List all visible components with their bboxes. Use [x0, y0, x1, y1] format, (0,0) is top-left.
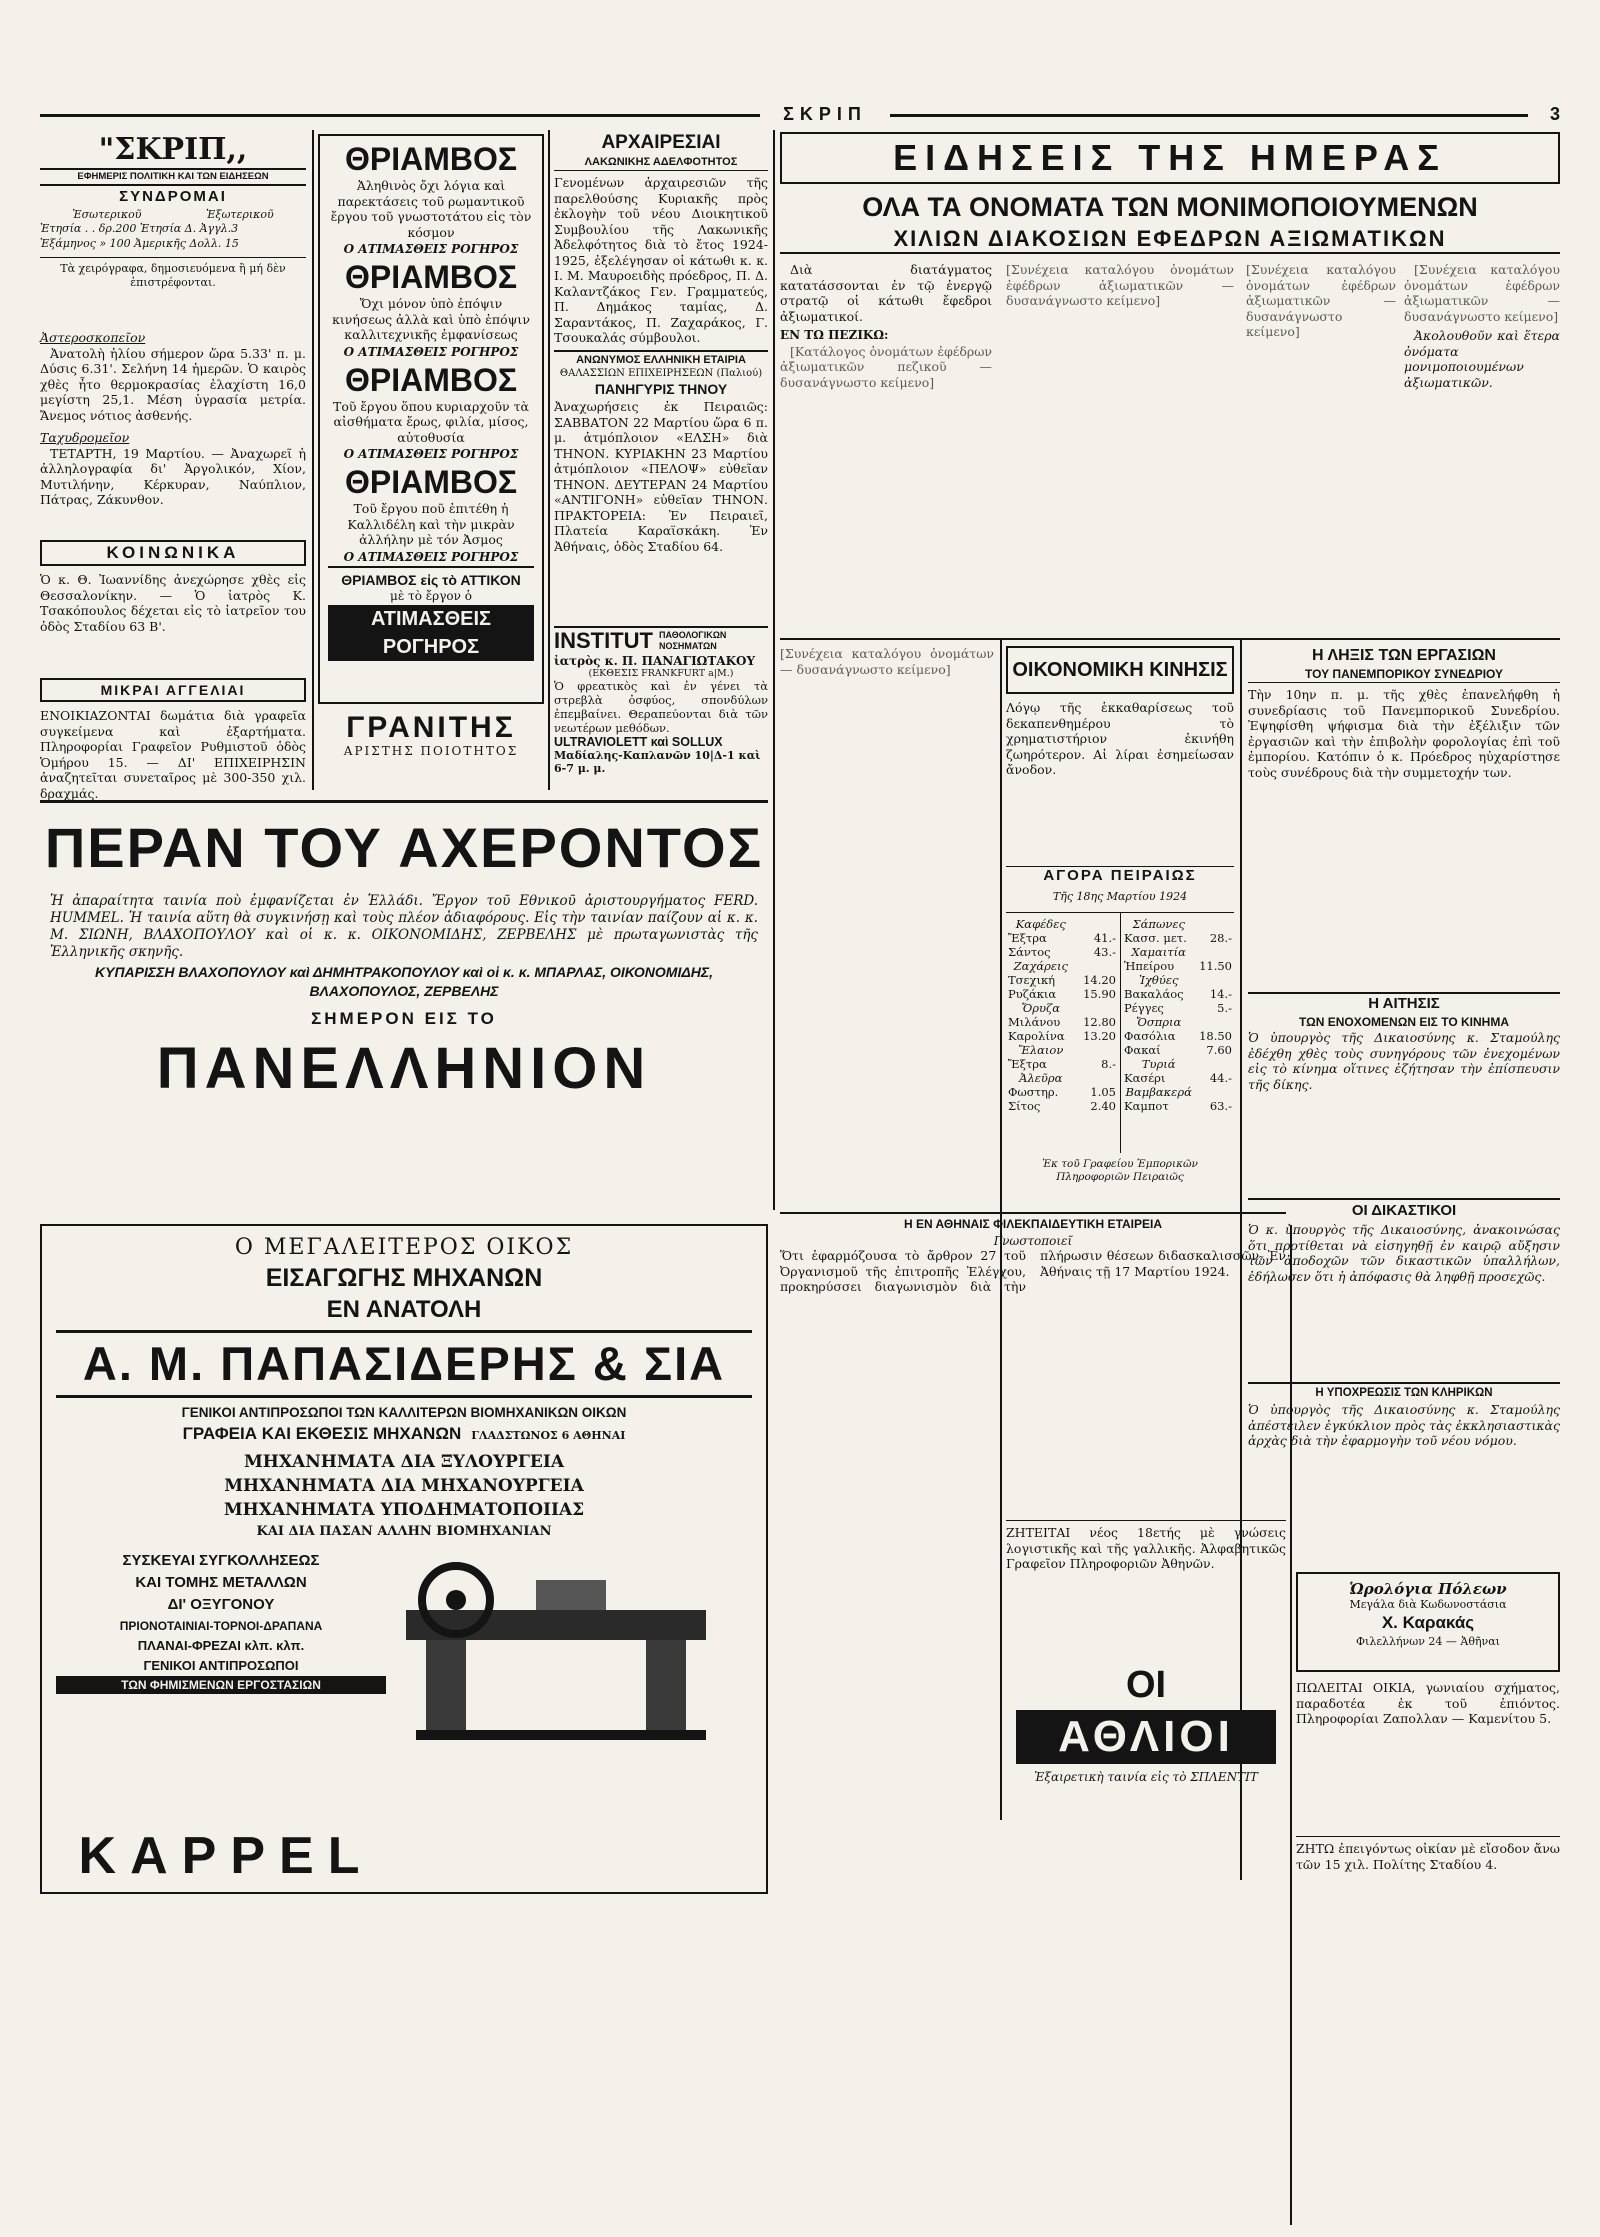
- market-price: [1195, 1015, 1234, 1029]
- market-price: 2.40: [1090, 1099, 1116, 1113]
- market-price: 11.50: [1199, 959, 1232, 973]
- machinery-advertisement: [40, 1224, 768, 1894]
- market-item: Βαμβακερά: [1125, 1085, 1192, 1099]
- machinery-item: ΓΕΝΙΚΟΙ ΑΝΤΙΠΡΟΣΩΠΟΙ: [143, 1658, 299, 1673]
- classifieds-body: ΕΝΟΙΚΙΑΖΟΝΤΑΙ δωμάτια διὰ γραφεῖα συγκείμενα καὶ ἐξαρτήματα. Πληροφορίαι Γραφεῖον Ρυθμιστοῦ ὁδὸς Ὁμήρου 15. — ΔΙ' ΕΠΙΧΕΙΡΗΣΙΝ ἀναζητεῖται συνεταῖρος μὲ 300-350 χιλ. δραχμάς.: [40, 708, 306, 801]
- news-banner: ΕΙΔΗΣΕΙΣ ΤΗΣ ΗΜΕΡΑΣ: [780, 132, 1560, 184]
- news-subheadline: ΧΙΛΙΩΝ ΔΙΑΚΟΣΙΩΝ ΕΦΕΔΡΩΝ ΑΞΙΩΜΑΤΙΚΩΝ: [780, 224, 1560, 254]
- triumph-title: ΘΡΙΑΜΒΟΣ: [344, 361, 518, 398]
- society-body: Ὅτι ἐφαρμόζουσα τὸ ἄρθρον 27 τοῦ Ὀργανισμοῦ τῆς ἐπιτροπῆς Ἐλέγχου, προκηρύσσει διαγωνισμὸν διὰ τὴν πλήρωσιν θέσεων διδασκαλισσῶν. Ἐν Ἀθήναις τῇ 17 Μαρτίου 1924.: [780, 1248, 1286, 1294]
- subscription-row: Ἑξάμηνος » 100 Ἀμερικῆς Δολλ. 15: [40, 237, 239, 250]
- market-price: [1076, 1043, 1118, 1057]
- market-item: Κασέρι: [1124, 1071, 1166, 1085]
- market-item: Καφέδες: [1015, 917, 1066, 931]
- market-price: 41.-: [1093, 931, 1116, 945]
- market-item: Σίτος: [1008, 1099, 1041, 1113]
- news-column: [780, 262, 992, 637]
- market-date: Τῆς 18ης Μαρτίου 1924: [1052, 890, 1188, 903]
- market-row: [1122, 987, 1234, 1001]
- market-row: [1122, 1085, 1234, 1099]
- clock-line1: Ὡρολόγια Πόλεων: [1349, 1580, 1507, 1598]
- society-heading: Η ΕΝ ΑΘΗΝΑΙΣ ΦΙΛΕΚΠΑΙΔΕΥΤΙΚΗ ΕΤΑΙΡΕΙΑ: [903, 1217, 1163, 1231]
- machinery-item: ΠΡΙΟΝΟΤΑΙΝΙΑΙ-ΤΟΡΝΟΙ-ΔΡΑΠΑΝΑ: [119, 1619, 323, 1633]
- machinery-item: ΚΑΙ ΤΟΜΗΣ ΜΕΤΑΛΛΩΝ: [135, 1574, 307, 1591]
- market-row: [1006, 987, 1118, 1001]
- market-row: [1006, 1085, 1118, 1099]
- theater-blurb: Ὄχι μόνον ὑπὸ ἐπόψιν κινήσεως ἀλλὰ καὶ ὑπὸ ἐπόψιν καλλιτεχνικῆς ἐμφανίσεως: [332, 296, 530, 342]
- cinema-line: ΘΡΙΑΜΒΟΣ εἰς τὸ ΑΤΤΙΚΟΝ: [328, 566, 534, 589]
- market-item: Ἀλεῦρα: [1019, 1071, 1063, 1085]
- post-body: ΤΕΤΑΡΤΗ, 19 Μαρτίου. — Ἀναχωρεῖ ἡ ἀλληλογραφία δι' Ἀργολικόν, Χίον, Μυτιλήνην, Κέρκυραν, Ναύπλιον, Πάτρας, Ζάκυνθον.: [40, 445, 306, 507]
- theater-footer: ΑΤΙΜΑΣΘΕΙΣ ΡΟΓΗΡΟΣ: [328, 605, 534, 661]
- column-rule: [312, 130, 314, 790]
- clock-advertisement: [1296, 1572, 1560, 1672]
- elections-subheading: ΛΑΚΩΝΙΚΗΣ ΑΔΕΛΦΟΤΗΤΟΣ: [554, 154, 768, 171]
- market-item: Ὄσπρια: [1136, 1015, 1182, 1029]
- clergy-heading: Η ΥΠΟΧΡΕΩΣΙΣ ΤΩΝ ΚΛΗΡΙΚΩΝ: [1315, 1387, 1493, 1399]
- subscription-row: Ἐτησία . . δρ.200 Ἐτησία Δ. Ἀγγλ.3: [40, 222, 239, 235]
- clock-line2: Μεγάλα διὰ Κωδωνοστάσια: [1349, 1598, 1507, 1611]
- machinery-address: ΓΛΑΔΣΤΩΝΟΣ 6 ΑΘΗΝΑΙ: [471, 1429, 626, 1442]
- machinery-offices: ΓΡΑΦΕΙΑ ΚΑΙ ΕΚΘΕΣΙΣ ΜΗΧΑΝΩΝ: [182, 1424, 462, 1443]
- elections-body: Γενομένων ἀρχαιρεσιῶν τῆς παρελθούσης Κυριακῆς πρὸς ἐκλογὴν τοῦ νέου Διοικητικοῦ Συμβουλίου τῆς Λακωνικῆς Ἀδελφότητος διὰ τὸ ἔτος 1924-1925, ἐξελέγησαν οἱ κάτωθι κ. κ. Ι. Μ. Μαυροειδὴς πρόεδρος, Π. Δ. Καλαντζάκος Γεν. Γραμματεύς, Π. Δημάκος ταμίας, Δ. Σαραντάκος, Π. Ζαχαράκος, Γ. Τσουκαλάς σύμβουλοι.: [554, 175, 768, 345]
- foreign-label: Ἐξωτερικοῦ: [206, 208, 274, 221]
- judges-body: Ὁ κ. ὑπουργὸς τῆς Δικαιοσύνης, ἀνακοινώσας ὅτι προτίθεται νὰ εἰσηγηθῇ ἐν καιρῷ αὔξησιν τῶν ἀποδοχῶν τῶν δικαστικῶν ὑπαλλήλων, ἐδήλωσεν ὅτι ἡ ἀπόφασις θὰ ληφθῇ προσεχῶς.: [1248, 1222, 1560, 1284]
- classifieds-heading: ΜΙΚΡΑΙ ΑΓΓΕΛΙΑΙ: [40, 678, 306, 702]
- market-row: [1006, 1057, 1118, 1071]
- market-row: [1006, 1029, 1118, 1043]
- shipping-body: Ἀναχωρήσεις ἐκ Πειραιῶς: ΣΑΒΒΑΤΟΝ 22 Μαρτίου ὥρα 6 π. μ. ἀτμόπλοιον «ΕΛΣΗ» διὰ ΤΗΝΟΝ. ΚΥΡΙΑΚΗΝ 23 Μαρτίου ἀτμόπλοιον «ΠΕΛΟΨ» εὐθεῖαν ΤΗΝΟΝ. ΔΕΥΤΕΡΑΝ 24 Μαρτίου «ΑΝΤΙΓΟΝΗ» εὐθεῖαν ΤΗΝΟΝ. ΠΡΑΚΤΟΡΕΙΑ: Ἐν Πειραιεῖ, Πλατεία Καραϊσκάκη. Ἐν Ἀθήναις, ὁδὸς Σταδίου 64.: [554, 399, 768, 554]
- market-row: [1122, 1029, 1234, 1043]
- market-price: 14.-: [1209, 987, 1232, 1001]
- post-article: [40, 430, 306, 535]
- market-price: 63.-: [1209, 1099, 1232, 1113]
- machinery-company: Α. Μ. ΠΑΠΑΣΙΔΕΡΗΣ & ΣΙΑ: [56, 1330, 752, 1398]
- market-price: 1.05: [1090, 1085, 1116, 1099]
- news-column-text: [Συνέχεια καταλόγου ὀνομάτων ἐφέδρων ἀξιωματικῶν — δυσανάγνωστο κείμενο]: [1006, 262, 1234, 308]
- infantry-label: ΕΝ ΤΩ ΠΕΖΙΚΩ:: [780, 328, 889, 342]
- machinery-brand: KAPPEL: [78, 1827, 374, 1885]
- weather-body: Ἀνατολὴ ἡλίου σήμερον ὥρα 5.33' π. μ. Δύσις 6.31'. Σελήνη 14 ἡμερῶν. Ὁ καιρὸς χθὲς ἦτο θερμοκρασίας ἐλαχίστη 16,0 μεγίστη 25,1. Μέση ὑγρασία μετρία. Ἄνεμος νότιος ἀσθενής.: [40, 345, 306, 423]
- machinery-item: ΣΥΣΚΕΥΑΙ ΣΥΓΚΟΛΛΗΣΕΩΣ: [122, 1552, 320, 1569]
- play-name: Ο ΑΤΙΜΑΣΘΕΙΣ ΡΟΓΗΡΟΣ: [343, 344, 519, 359]
- market-table-right-grid: [1122, 917, 1234, 1113]
- market-row: [1122, 1099, 1234, 1113]
- triumph-title: ΘΡΙΑΜΒΟΣ: [344, 141, 518, 177]
- movement-subheading: ΤΩΝ ΕΝΟΧΟΜΕΝΩΝ ΕΙΣ ΤΟ ΚΙΝΗΜΑ: [1298, 1015, 1509, 1029]
- market-row: [1006, 959, 1118, 973]
- market-item: Καμποτ: [1124, 1099, 1169, 1113]
- news-headline: ΟΛΑ ΤΑ ΟΝΟΜΑΤΑ ΤΩΝ ΜΟΝΙΜΟΠΟΙΟΥΜΕΝΩΝ: [862, 192, 1478, 222]
- movement-heading: Η ΑΙΤΗΣΙΣ: [1368, 995, 1440, 1012]
- congress-body: Τὴν 10ην π. μ. τῆς χθὲς ἐπανελήφθη ἡ συνεδρίασις τοῦ Πανεμπορικοῦ Συνεδρίου. Ἐψηφίσθη ψήφισμα διὰ τὴν ἐξέλιξιν τῶν ἐργασιῶν καὶ τὴν ἐπιβολὴν φορολογίας ἐπὶ τοῦ ἐμπορίου. Κατόπιν ὁ κ. Πρόεδρος ηὐχαρίστησε τοὺς συνέδρους διὰ τὴν συμμετοχήν των.: [1248, 687, 1560, 780]
- theater-blurb: Ἀληθινὸς ὄχι λόγια καὶ παρεκτάσεις τοῦ ρωμαντικοῦ ἔργου τοῦ γνωστοτάτου εἰς τὸν κόσμον: [330, 178, 532, 240]
- social-heading: ΚΟΙΝΩΝΙΚΑ: [40, 540, 306, 566]
- movement-article: [1248, 992, 1560, 1192]
- miserables-title2: ΑΘΛΙΟΙ: [1016, 1710, 1276, 1764]
- market-table-right: [1122, 917, 1234, 1147]
- market-price: 43.-: [1093, 945, 1116, 959]
- machinery-item: ΜΗΧΑΝΗΜΑΤΑ ΔΙΑ ΞΥΛΟΥΡΓΕΙΑ: [243, 1452, 565, 1472]
- granite-title: ΓΡΑΝΙΤΗΣ: [346, 711, 516, 744]
- market-item: Ἔξτρα: [1008, 1057, 1047, 1071]
- market-item: Μιλάνου: [1008, 1015, 1061, 1029]
- clergy-article: [1248, 1382, 1560, 1562]
- news-column-text: [Κατάλογος ὀνομάτων ἐφέδρων ἀξιωματικῶν πεζικοῦ — δυσανάγνωστο κείμενο]: [780, 343, 992, 390]
- triumph-title: ΘΡΙΑΜΒΟΣ: [344, 259, 518, 295]
- news-column: [1404, 262, 1560, 637]
- market-row: [1122, 945, 1234, 959]
- weather-heading: Ἀστεροσκοπεῖον: [40, 330, 146, 345]
- society-subheading: Γνωστοποιεῖ: [993, 1234, 1073, 1248]
- market-item: Ρέγγες: [1124, 1001, 1164, 1015]
- society-notice: [780, 1212, 1286, 1512]
- market-item: Σάντος: [1008, 945, 1051, 959]
- subscriptions-heading: ΣΥΝΔΡΟΜΑΙ: [119, 188, 227, 205]
- machinery-line2: ΕΙΣΑΓΩΓΗΣ ΜΗΧΑΝΩΝ: [265, 1264, 543, 1292]
- movement-body: Ὁ ὑπουργὸς τῆς Δικαιοσύνης κ. Σταμούλης ἐδέχθη χθὲς τοὺς συνηγόρους τῶν ἐνεχομένων εἰς τὸ κίνημα οἵτινες ἐζήτησαν τὴν ἐπίσπευσιν τῆς δίκης.: [1248, 1030, 1560, 1092]
- judges-heading: ΟΙ ΔΙΚΑΣΤΙΚΟΙ: [1351, 1202, 1457, 1219]
- congress-heading: Η ΛΗΞΙΣ ΤΩΝ ΕΡΓΑΣΙΩΝ: [1312, 647, 1496, 664]
- machinery-item: ΜΗΧΑΝΗΜΑΤΑ ΔΙΑ ΜΗΧΑΝΟΥΡΓΕΙΑ: [224, 1476, 584, 1496]
- market-price: 44.-: [1209, 1071, 1232, 1085]
- market-item: Ζαχάρεις: [1013, 959, 1068, 973]
- economy-heading: ΟΙΚΟΝΟΜΙΚΗ ΚΙΝΗΣΙΣ: [1006, 646, 1234, 694]
- market-row: [1006, 917, 1118, 931]
- market-footer: Ἐκ τοῦ Γραφείου Ἐμπορικῶν Πληροφοριῶν Πειραιῶς: [1042, 1158, 1198, 1183]
- film-today: ΣΗΜΕΡΟΝ ΕΙΣ ΤΟ: [311, 1009, 497, 1028]
- market-price: 12.80: [1083, 1015, 1116, 1029]
- masthead-title: "ΣΚΡΙΠ,,: [98, 132, 248, 167]
- column-rule: [548, 130, 550, 790]
- market-row: [1006, 1043, 1118, 1057]
- machinery-item: ΠΛΑΝΑΙ-ΦΡΕΖΑΙ κλπ. κλπ.: [137, 1638, 305, 1653]
- news-continuation: [Συνέχεια καταλόγου ὀνομάτων — δυσανάγνωστο κείμενο]: [780, 646, 994, 677]
- institute-body: Ὁ φρεατικὸς καὶ ἐν γένει τὰ στρεβλὰ ὀσφύος, σπονδύλων ἐπεμβαίνει. Θεραπεύονται διὰ τῶν νεωτέρων μεθόδων.: [554, 679, 768, 735]
- news-closing: Ἀκολουθοῦν καὶ ἕτερα ὀνόματα μονιμοποιουμένων ἀξιωματικῶν.: [1404, 328, 1560, 390]
- machinery-line1: Ο ΜΕΓΑΛΕΙΤΕΡΟΣ ΟΙΚΟΣ: [234, 1235, 574, 1260]
- market-price: [1195, 917, 1234, 931]
- market-price: 15.90: [1083, 987, 1116, 1001]
- social-body: Ὁ κ. Θ. Ἰωαννίδης ἀνεχώρησε χθὲς εἰς Θεσσαλονίκην. — Ὁ ἰατρὸς Κ. Τσακόπουλος δέχεται εἰς τὸ ἰατρεῖον του ὁδὸς Σταδίου 63 Β'.: [40, 572, 306, 634]
- market-row: [1006, 931, 1118, 945]
- market-item: Τυριά: [1141, 1057, 1176, 1071]
- clergy-body: Ὁ ὑπουργὸς τῆς Δικαιοσύνης κ. Σταμούλης ἀπέστειλεν ἐγκύκλιον πρὸς τὰς ἐκκλησιαστικὰς ἀρχὰς διὰ τὴν ἐφαρμογὴν τοῦ νέου νόμου.: [1248, 1402, 1560, 1448]
- lathe-machine-illustration: [386, 1550, 752, 1750]
- news-bottom-rule: [780, 638, 1560, 640]
- congress-article: [1248, 646, 1560, 986]
- market-item: Φακαί: [1124, 1043, 1161, 1057]
- tinos-festival-title: ΠΑΝΗΓΥΡΙΣ ΤΗΝΟΥ: [594, 381, 728, 397]
- market-row: [1122, 959, 1234, 973]
- market-item: Βακαλάος: [1124, 987, 1184, 1001]
- market-item: Φωστηρ.: [1008, 1085, 1059, 1099]
- lathe-icon: [386, 1550, 746, 1750]
- market-price: 5.-: [1217, 1001, 1232, 1015]
- machinery-tagline: ΓΕΝΙΚΟΙ ΑΝΤΙΠΡΟΣΩΠΟΙ ΤΩΝ ΚΑΛΛΙΤΕΡΩΝ ΒΙΟΜΗΧΑΝΙΚΩΝ ΟΙΚΩΝ: [181, 1405, 627, 1420]
- market-price: 14.20: [1083, 973, 1116, 987]
- film-body: Ἡ ἀπαραίτητα ταινία ποὺ ἐμφανίζεται ἐν Ἑλλάδι. Ἔργον τοῦ Εθνικοῦ ἀριστουργήματος FERD. HUMMEL. Ἡ ταινία αὕτη θὰ συγκινήσῃ καὶ τοὺς πλέον ἀδιαφόρους. Εἰς τὴν ταινίαν παίζουν αἱ κ. κ. Μ. ΣΙΩΝΗ, ΒΛΑΧΟΠΟΥΛΟΥ καὶ οἱ κ. κ. ΟΙΚΟΝΟΜΙΔΗΣ, ΖΕΡΒΕΛΗΣ μὲ πρωταγωνιστὰς τῆς Ἑλληνικῆς σκηνῆς.: [50, 893, 758, 960]
- institute-name: INSTITUT: [554, 628, 653, 653]
- machinery-item: ΜΗΧΑΝΗΜΑΤΑ ΥΠΟΔΗΜΑΤΟΠΟΙΙΑΣ: [223, 1500, 585, 1520]
- news-column-text: [Συνέχεια καταλόγου ὀνομάτων ἐφέδρων ἀξιωματικῶν — δυσανάγνωστο κείμενο]: [1246, 262, 1396, 339]
- cinema-line2: μὲ τὸ ἔργον ὁ: [390, 588, 472, 603]
- market-row: [1122, 1043, 1234, 1057]
- play-name: Ο ΑΤΙΜΑΣΘΕΙΣ ΡΟΓΗΡΟΣ: [343, 447, 519, 461]
- market-row: [1122, 931, 1234, 945]
- weather-article: [40, 330, 306, 425]
- house-advertisement: ΠΩΛΕΙΤΑΙ ΟΙΚΙΑ, γωνιαίου σχήματος, παραδοτέα ἐκ τοῦ ἐπιόντος. Πληροφορίαι Ζαπολλαν — Καμενίτου 5.: [1296, 1680, 1560, 1726]
- clock-name: Χ. Καρακάς: [1381, 1613, 1475, 1632]
- table-divider: [1120, 913, 1121, 1153]
- machinery-line3: ΕΝ ΑΝΑΤΟΛΗ: [326, 1296, 482, 1323]
- clock-address: Φιλελλήνων 24 — Ἀθῆναι: [1356, 1635, 1500, 1648]
- granite-subtitle: ΑΡΙΣΤΗΣ ΠΟΙΟΤΗΤΟΣ: [343, 744, 519, 758]
- institute-advertisement: [554, 626, 768, 788]
- shipping-subheading: ΘΑΛΑΣΣΙΩΝ ΕΠΙΧΕΙΡΗΣΕΩΝ (Παλιού): [559, 368, 763, 379]
- theater-advertisement: [318, 134, 544, 704]
- market-row: [1006, 1001, 1118, 1015]
- institute-doctor: ἰατρὸς κ. Π. ΠΑΝΑΓΙΩΤΑΚΟΥ: [554, 654, 756, 668]
- news-lead: Διὰ διατάγματος κατατάσσονται ἐν τῷ ἐνεργῷ στρατῷ οἱ κάτωθι ἔφεδροι ἀξιωματικοί.: [780, 262, 992, 324]
- market-row: [1006, 1071, 1118, 1085]
- market-heading: ΑΓΟΡΑ ΠΕΙΡΑΙΩΣ: [1006, 866, 1234, 888]
- masthead-subtitle: ΕΦΗΜΕΡΙΣ ΠΟΛΙΤΙΚΗ ΚΑΙ ΤΩΝ ΕΙΔΗΣΕΩΝ: [40, 168, 306, 186]
- market-item: Τσεχική: [1008, 973, 1056, 987]
- market-row: [1006, 945, 1118, 959]
- miserables-advertisement: [1006, 1600, 1286, 1860]
- institute-equipment: ULTRAVIOLETT καὶ SOLLUX: [554, 735, 723, 749]
- market-price: 28.-: [1209, 931, 1232, 945]
- market-row: [1006, 1015, 1118, 1029]
- market-item: Κασσ. μετ.: [1124, 931, 1187, 945]
- judges-article: [1248, 1198, 1560, 1378]
- triumph-title: ΘΡΙΑΜΒΟΣ: [344, 464, 518, 500]
- miserables-title1: ΟΙ: [1125, 1664, 1167, 1706]
- institute-specialty: ΠΑΘΟΛΟΓΙΚΩΝ ΝΟΣΗΜΑΤΩΝ: [659, 630, 727, 651]
- market-item: Καρολίνα: [1008, 1029, 1065, 1043]
- market-row: [1122, 1001, 1234, 1015]
- market-table-left-grid: [1006, 917, 1118, 1113]
- play-name: Ο ΑΤΙΜΑΣΘΕΙΣ ΡΟΓΗΡΟΣ: [343, 242, 519, 256]
- market-item: Ἡπείρου: [1124, 959, 1175, 973]
- wanted-advertisement: ΖΗΤΕΙΤΑΙ νέος 18ετής μὲ γνώσεις λογιστικῆς καὶ τῆς γαλλικῆς. Ἀλφαβητικῶς Γραφεῖον Πληροφοριῶν Ἀθηνῶν.: [1006, 1520, 1286, 1590]
- economy-body: Λόγῳ τῆς ἑκκαθαρίσεως τοῦ δεκαπενθημέρου τὸ χρηματιστήριον ἐκινήθη ζωηρότερον. Αἱ λίραι ἐσημείωσαν ἄνοδον.: [1006, 700, 1234, 777]
- news-column-text: [Συνέχεια καταλόγου ὀνομάτων ἐφέδρων ἀξιωματικῶν — δυσανάγνωστο κείμενο]: [1404, 262, 1560, 324]
- market-price: [1076, 959, 1118, 973]
- market-item: Σάπωνες: [1132, 917, 1185, 931]
- column-rule: [773, 130, 775, 1210]
- elections-article: [554, 132, 768, 345]
- elections-heading: ΑΡΧΑΙΡΕΣΙΑΙ: [601, 132, 721, 153]
- machinery-item: ΚΑΙ ΔΙΑ ΠΑΣΑΝ ΑΛΛΗΝ ΒΙΟΜΗΧΑΝΙΑΝ: [256, 1524, 552, 1539]
- market-row: [1122, 1057, 1234, 1071]
- market-price: 18.50: [1199, 1029, 1232, 1043]
- market-row: [1122, 973, 1234, 987]
- granite-advertisement: [318, 712, 544, 788]
- market-price: [1195, 1057, 1234, 1071]
- institute-credentials: (ΕΚΘΕΣΙΣ FRANKFURT a|M.): [588, 668, 734, 679]
- market-price: [1076, 1001, 1118, 1015]
- market-item: Χαμαιτία: [1131, 945, 1186, 959]
- running-header: [40, 102, 1560, 126]
- domestic-label: Ἐσωτερικοῦ: [72, 208, 142, 221]
- manuscripts-note: Τὰ χειρόγραφα, δημοσιευόμενα ἢ μή δὲν ἐπιστρέφονται.: [40, 257, 306, 290]
- market-price: [1195, 945, 1234, 959]
- market-row: [1006, 1099, 1118, 1113]
- market-item: Ἔξτρα: [1008, 931, 1047, 945]
- film-cast: ΚΥΠΑΡΙΣΣΗ ΒΛΑΧΟΠΟΥΛΟΥ καὶ ΔΗΜΗΤΡΑΚΟΠΟΥΛΟΥ καὶ οἱ κ. κ. ΜΠΑΡΛΑΣ, ΟΙΚΟΝΟΜΙΔΗΣ, ΒΛΑΧΟΠΟΥΛΟΣ, ΖΕΡΒΕΛΗΣ: [95, 964, 713, 999]
- market-row: [1122, 1015, 1234, 1029]
- market-item: Φασόλια: [1124, 1029, 1176, 1043]
- market-price: [1195, 973, 1234, 987]
- market-price: [1195, 1085, 1234, 1099]
- institute-address: Μαδίαλης-Καπλανῶν 10|Δ-1 καὶ 6-7 μ. μ.: [554, 749, 761, 775]
- market-item: Ὄρυζα: [1021, 1001, 1061, 1015]
- running-title: ΣΚΡΙΠ: [760, 102, 890, 126]
- market-item: Ἔλαιον: [1018, 1043, 1064, 1057]
- machinery-item: ΔΙ' ΟΞΥΓΟΝΟΥ: [167, 1596, 275, 1613]
- play-name: Ο ΑΤΙΜΑΣΘΕΙΣ ΡΟΓΗΡΟΣ: [343, 549, 519, 564]
- market-price: 8.-: [1101, 1057, 1116, 1071]
- film-advertisement: [40, 800, 768, 1210]
- market-item: Ἰχθύες: [1138, 973, 1179, 987]
- machinery-item: ΤΩΝ ΦΗΜΙΣΜΕΝΩΝ ΕΡΓΟΣΤΑΣΙΩΝ: [56, 1676, 386, 1694]
- film-cinema: ΠΑΝΕΛΛΗΝΙΟΝ: [156, 1036, 652, 1101]
- shipping-heading: ΑΝΩΝΥΜΟΣ ΕΛΛΗΝΙΚΗ ΕΤΑΙΡΙΑ: [576, 354, 746, 366]
- market-table: [1006, 912, 1234, 1152]
- market-item: Ρυζάκια: [1008, 987, 1057, 1001]
- room-advertisement: ΖΗΤΩ ἐπειγόντως οἰκίαν μὲ εἴσοδον ἄνω τῶν 15 χιλ. Πολίτης Σταδίου 4.: [1296, 1836, 1560, 1896]
- page-number: 3: [1528, 102, 1560, 126]
- market-price: 7.60: [1206, 1043, 1232, 1057]
- market-row: [1122, 1071, 1234, 1085]
- theater-blurb: Τοῦ ἔργου ὅπου κυριαρχοῦν τὰ αἰσθήματα ἔρως, φιλία, μίσος, αὐτοθυσία: [333, 398, 529, 445]
- market-price: 13.20: [1083, 1029, 1116, 1043]
- market-table-left: [1006, 917, 1118, 1147]
- film-title: ΠΕΡΑΝ ΤΟΥ ΑΧΕΡΟΝΤΟΣ: [44, 816, 764, 879]
- market-row: [1122, 917, 1234, 931]
- shipping-advertisement: [554, 350, 768, 620]
- post-heading: Ταχυδρομεῖον: [40, 430, 130, 445]
- congress-subheading: ΤΟΥ ΠΑΝΕΜΠΟΡΙΚΟΥ ΣΥΝΕΔΡΙΟΥ: [1248, 666, 1560, 683]
- market-price: [1076, 1071, 1118, 1085]
- theater-blurb: Τοῦ ἔργου ποῦ ἐπιτέθη ἡ Καλλιδέλη καὶ τὴν μικρὰν ἀλλήλην μὲ τόν Ἀσμος: [347, 501, 515, 547]
- market-price: [1076, 917, 1118, 931]
- market-row: [1006, 973, 1118, 987]
- masthead: [40, 132, 306, 322]
- miserables-body: Ἐξαιρετικὴ ταινία εἰς τὸ ΣΠΛΕΝΤΙΤ: [1034, 1770, 1258, 1784]
